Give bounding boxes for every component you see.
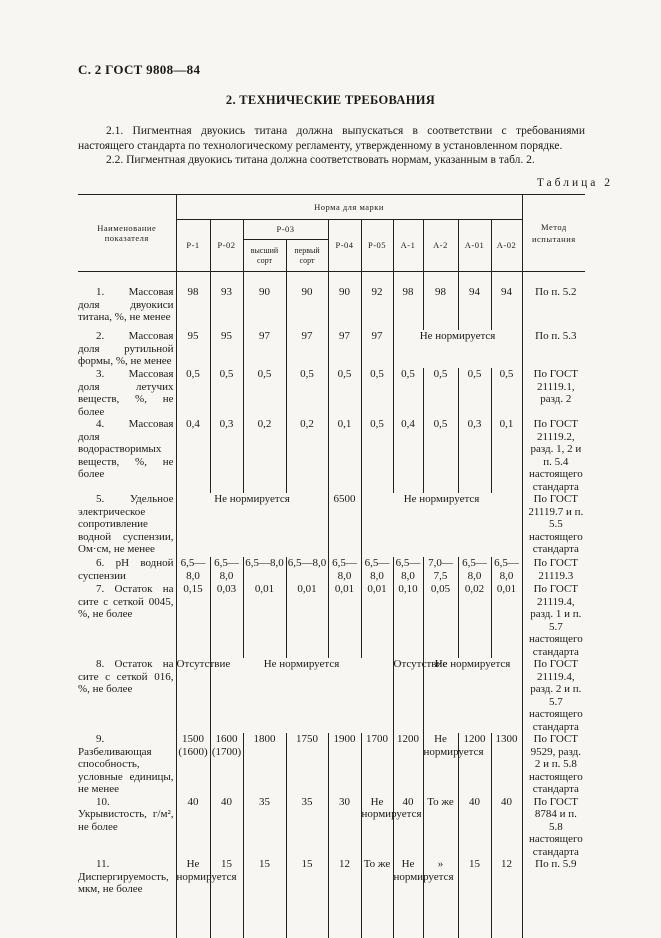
cell: 0,4 [393,418,423,493]
cell: 1700 [361,733,393,796]
cell: 6,5—8,0 [458,557,491,583]
method-cell: По ГОСТ 21119.1, разд. 2 [522,368,585,418]
cell: 6,5—8,0 [393,557,423,583]
cell: 15 [286,858,328,918]
cell: 40 [210,796,243,859]
header-grade-first: первый сорт [286,240,328,272]
spec-table [78,194,585,938]
row-label: 5. Удельное электрическое сопротивление водной суспензии, Ом·см, не менее [78,493,176,557]
cell: 0,01 [328,583,361,658]
header-grade: Р-1 [176,220,210,272]
cell: 0,01 [243,583,286,658]
cell: 40 [458,796,491,859]
paragraph-2-1: 2.1. Пигментная двуокись титана должна выпускаться в соответствии с требованиями настоящего стандарта по технологическому регламенту, утвержденному в установленном порядке. [78,125,585,152]
cell: 30 [328,796,361,859]
section-title: 2. ТЕХНИЧЕСКИЕ ТРЕБОВАНИЯ [225,93,436,107]
cell: 0,5 [458,368,491,418]
merged-cell: Не нормируется [393,330,522,368]
table-row [78,796,585,859]
merged-cell: Не нормируется [210,658,393,733]
table-row [78,583,585,658]
row-label: 3. Массовая доля летучих веществ, %, не более [78,368,176,418]
table-caption: Таблица 2 [536,177,613,189]
page-header: С. 2 ГОСТ 9808—84 [78,62,201,77]
cell: 90 [328,286,361,330]
header-p03: Р-03 [243,220,328,240]
cell: 0,1 [491,418,522,493]
cell: 0,5 [210,368,243,418]
cell: 94 [458,286,491,330]
row-label: 11. Диспергируемость, мкм, не более [78,858,176,918]
header-norm: Норма для марки [176,195,522,220]
cell: 0,02 [458,583,491,658]
method-cell: По ГОСТ 21119.7 и п. 5.5 настоящего стандарта [522,493,585,557]
table-row [78,493,585,557]
cell: 15 [458,858,491,918]
cell: 1500 (1600) [176,733,210,796]
header-grade: А-1 [393,220,423,272]
row-label: 4. Массовая доля водорастворимых веществ, %, не более [78,418,176,493]
row-label: 1. Массовая доля двуокиси титана, %, не менее [78,286,176,330]
cell: 0,3 [458,418,491,493]
cell: Не нормируется [361,796,393,859]
cell: 6,5—8,0 [361,557,393,583]
cell: 6,5—8,0 [176,557,210,583]
table-row [78,733,585,796]
cell: 90 [286,286,328,330]
row-label: 8. Остаток на сите с сеткой 016, %, не более [78,658,176,733]
header-grade: А-01 [458,220,491,272]
cell: 97 [243,330,286,368]
cell: 97 [286,330,328,368]
cell: 95 [210,330,243,368]
cell: 0,1 [328,418,361,493]
merged-cell: Не нормируется [423,658,522,733]
row-label: 2. Массовая доля рутильной формы, %, не менее [78,330,176,368]
table-row [78,368,585,418]
cell: 0,5 [491,368,522,418]
header-grade: Р-05 [361,220,393,272]
header-grade: Р-02 [210,220,243,272]
cell: 6,5—8,0 [286,557,328,583]
table-row [78,418,585,493]
cell: 0,5 [361,368,393,418]
cell: 98 [176,286,210,330]
cell: 35 [243,796,286,859]
header-grade: А-2 [423,220,458,272]
cell: 6500 [328,493,361,557]
merged-cell: Не нормируется [361,493,522,557]
cell: Не нормируется [176,858,210,918]
cell: 1600 (1700) [210,733,243,796]
cell: 12 [328,858,361,918]
cell: 0,05 [423,583,458,658]
method-cell: По ГОСТ 8784 и п. 5.8 настоящего стандарта [522,796,585,859]
cell: 0,01 [491,583,522,658]
method-cell: По п. 5.9 [522,858,585,918]
cell: 0,10 [393,583,423,658]
table-row [78,330,585,368]
cell: 40 [491,796,522,859]
cell: 94 [491,286,522,330]
cell: То же [361,858,393,918]
cell: 93 [210,286,243,330]
cell: 0,15 [176,583,210,658]
cell: 92 [361,286,393,330]
cell: Не нормируется [393,858,423,918]
cell: Отсутствие [176,658,210,733]
table-row [78,658,585,733]
cell: 0,5 [176,368,210,418]
paragraph-2-2: 2.2. Пигментная двуокись титана должна соответствовать нормам, указанным в табл. 2. [106,154,535,166]
cell: 0,3 [210,418,243,493]
row-label: 7. Остаток на сите с сеткой 0045, %, не более [78,583,176,658]
cell: 0,5 [393,368,423,418]
cell: 7,0—7,5 [423,557,458,583]
cell: 0,01 [286,583,328,658]
cell: 0,5 [328,368,361,418]
method-cell: По п. 5.3 [522,330,585,368]
cell: 12 [491,858,522,918]
cell: 0,03 [210,583,243,658]
cell: 1900 [328,733,361,796]
cell: 15 [210,858,243,918]
cell: Отсутствие [393,658,423,733]
cell: 1300 [491,733,522,796]
cell: 0,2 [286,418,328,493]
cell: 6,5—8,0 [328,557,361,583]
table-row [78,858,585,918]
cell: 90 [243,286,286,330]
row-label: 6. рН водной суспензии [78,557,176,583]
method-cell: По ГОСТ 21119.3 [522,557,585,583]
cell: 0,01 [361,583,393,658]
cell: 1750 [286,733,328,796]
method-cell: По ГОСТ 21119.4, разд. 1 и п. 5.7 настоящего стандарта [522,583,585,658]
header-name: Наименование показателя [78,195,176,272]
header-grade: Р-04 [328,220,361,272]
merged-cell: Не нормируется [176,493,328,557]
cell: 35 [286,796,328,859]
cell: 40 [393,796,423,859]
cell: То же [423,796,458,859]
row-label: 9. Разбеливающая способность, условные единицы, не менее [78,733,176,796]
cell: 6,5—8,0 [491,557,522,583]
cell: 98 [393,286,423,330]
cell: 0,4 [176,418,210,493]
cell: 0,5 [286,368,328,418]
table-row [78,286,585,330]
method-cell: По ГОСТ 21119.2, разд. 1, 2 и п. 5.4 настоящего стандарта [522,418,585,493]
cell: 97 [361,330,393,368]
table-row [78,557,585,583]
cell: 40 [176,796,210,859]
cell: » [423,858,458,918]
cell: 15 [243,858,286,918]
method-cell: По п. 5.2 [522,286,585,330]
header-method: Метод испытания [522,195,585,272]
row-label: 10. Укрывистость, г/м², не более [78,796,176,859]
cell: 95 [176,330,210,368]
cell: 1200 [458,733,491,796]
cell: Не нормируется [423,733,458,796]
cell: 97 [328,330,361,368]
method-cell: По ГОСТ 21119.4, разд. 2 и п. 5.7 настоящего стандарта [522,658,585,733]
cell: 1800 [243,733,286,796]
cell: 0,2 [243,418,286,493]
cell: 6,5—8,0 [210,557,243,583]
cell: 1200 [393,733,423,796]
cell: 0,5 [243,368,286,418]
cell: 6,5—8,0 [243,557,286,583]
header-grade-top: высший сорт [243,240,286,272]
cell: 0,5 [423,368,458,418]
method-cell: По ГОСТ 9529, разд. 2 и п. 5.8 настоящего стандарта [522,733,585,796]
header-grade: А-02 [491,220,522,272]
cell: 0,5 [423,418,458,493]
cell: 0,5 [361,418,393,493]
cell: 98 [423,286,458,330]
